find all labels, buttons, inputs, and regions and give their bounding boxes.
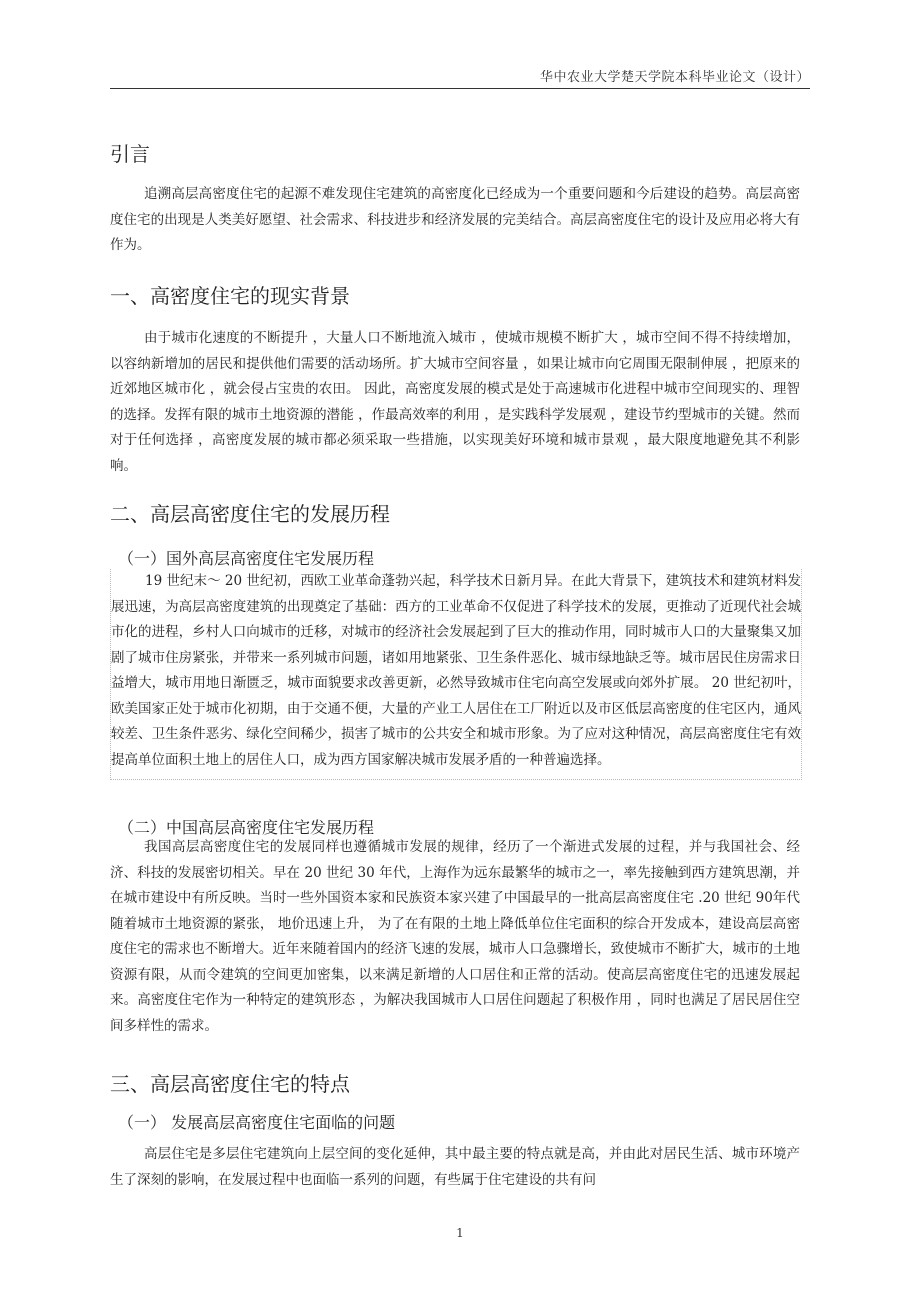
heading-section-1: 一、高密度住宅的现实背景 [110,284,350,308]
header-rule [110,88,810,89]
paragraph-section-3-1: 高层住宅是多层住宅建筑向上层空间的变化延伸，其中最主要的特点就是高，并由此对居民生活、城市环境产生了深刻的影响，在发展过程中也面临一系列的问题，有些属于住宅建设的共有问 [110,1146,800,1188]
heading-intro: 引言 [110,142,150,166]
subheading-2-1: （一）国外高层高密度住宅发展历程 [118,549,375,568]
paragraph-intro: 追溯高层高密度住宅的起源不难发现住宅建筑的高密度化已经成为一个重要问题和今后建设的趋势。高层高密度住宅的出现是人类美好愿望、社会需求、科技进步和经济发展的完美结合。高层高密度住宅的设计及应用必将大有作为。 [110,186,800,253]
paragraph-section-1: 由于城市化速度的不断提升 ，大量人口不断地流入城市 ，使城市规模不断扩大 ，城市空间不得不持续增加，以容纳新增加的居民和提供他们需要的活动场所。扩大城市空间容量 ，如果让城市向它周围无限制伸展 ，把原来的近郊地区城市化 ，就会侵占宝贵的农田。 因此，高密度发展的模式是处于高速城市化进程中城市空间现实的、理智的选择。发挥有限的城市土地资源的潜能 ，作最高效率的利用 ，是实践科学发展观 ，建设节约型城市的关键。然而对于任何选择 ，高密度发展的城市都必须采取一些措施，以实现美好环境和城市景观 ，最大限度地避免其不利影响。 [110,330,800,474]
running-header: 华中农业大学楚天学院本科毕业论文（设计） [539,70,810,85]
paragraph-section-2-1: 19 世纪末～ 20 世纪初，西欧工业革命蓬勃兴起，科学技术日新月异。在此大背景下，建筑技术和建筑材料发展迅速，为高层高密度建筑的出现奠定了基础：西方的工业革命不仅促进了科学技术的发展，更推动了近现代社会城市化的进程，乡村人口向城市的迁移，对城市的经济社会发展起到了巨大的推动作用，同时城市人口的大量聚集又加剧了城市住房紧张，并带来一系列城市问题，诸如用地紧张、卫生条件恶化、城市绿地缺乏等。城市居民住房需求日益增大，城市用地日渐匮乏，城市面貌要求改善更新，必然导致城市住宅向高空发展或向郊外扩展。 20 世纪初叶，欧美国家正处于城市化初期，由于交通不便，大量的产业工人居住在工厂附近以及市区低层高密度的住宅区内，通风较差、卫生条件恶劣、绿化空间稀少，损害了城市的公共安全和城市形象。为了应对这种情况，高层高密度住宅有效提高单位面积土地上的居住人口，成为西方国家解决城市发展矛盾的一种普遍选择。 [110,569,802,780]
paragraph-section-2-2: 我国高层高密度住宅的发展同样也遵循城市发展的规律，经历了一个渐进式发展的过程，并与我国社会、经济、科技的发展密切相关。早在 20 世纪 30 年代，上海作为远东最繁华的城市之一，率先接触到西方建筑思潮，并在城市建设中有所反映。当时一些外国资本家和民族资本家兴建了中国最早的一批高层高密度住宅 .20 世纪 90年代随着城市土地资源的紧张， 地价迅速上升， 为了在有限的土地上降低单位住宅面积的综合开发成本，建设高层高密度住宅的需求也不断增大。近年来随着国内的经济飞速的发展，城市人口急骤增长，致使城市不断扩大，城市的土地资源有限，从而令建筑的空间更加密集，以来满足新增的人口居住和正常的活动。使高层高密度住宅的迅速发展起来。高密度住宅作为一种特定的建筑形态 ，为解决我国城市人口居住问题起了积极作用 ，同时也满足了居民居住空间多样性的需求。 [110,839,800,1034]
subheading-2-2: （二）中国高层高密度住宅发展历程 [118,818,375,837]
subheading-3-1: （一） 发展高层高密度住宅面临的问题 [118,1113,396,1132]
heading-section-2: 二、高层高密度住宅的发展历程 [110,502,390,526]
page-number: 1 [456,1226,464,1240]
heading-section-3: 三、高层高密度住宅的特点 [110,1072,350,1096]
